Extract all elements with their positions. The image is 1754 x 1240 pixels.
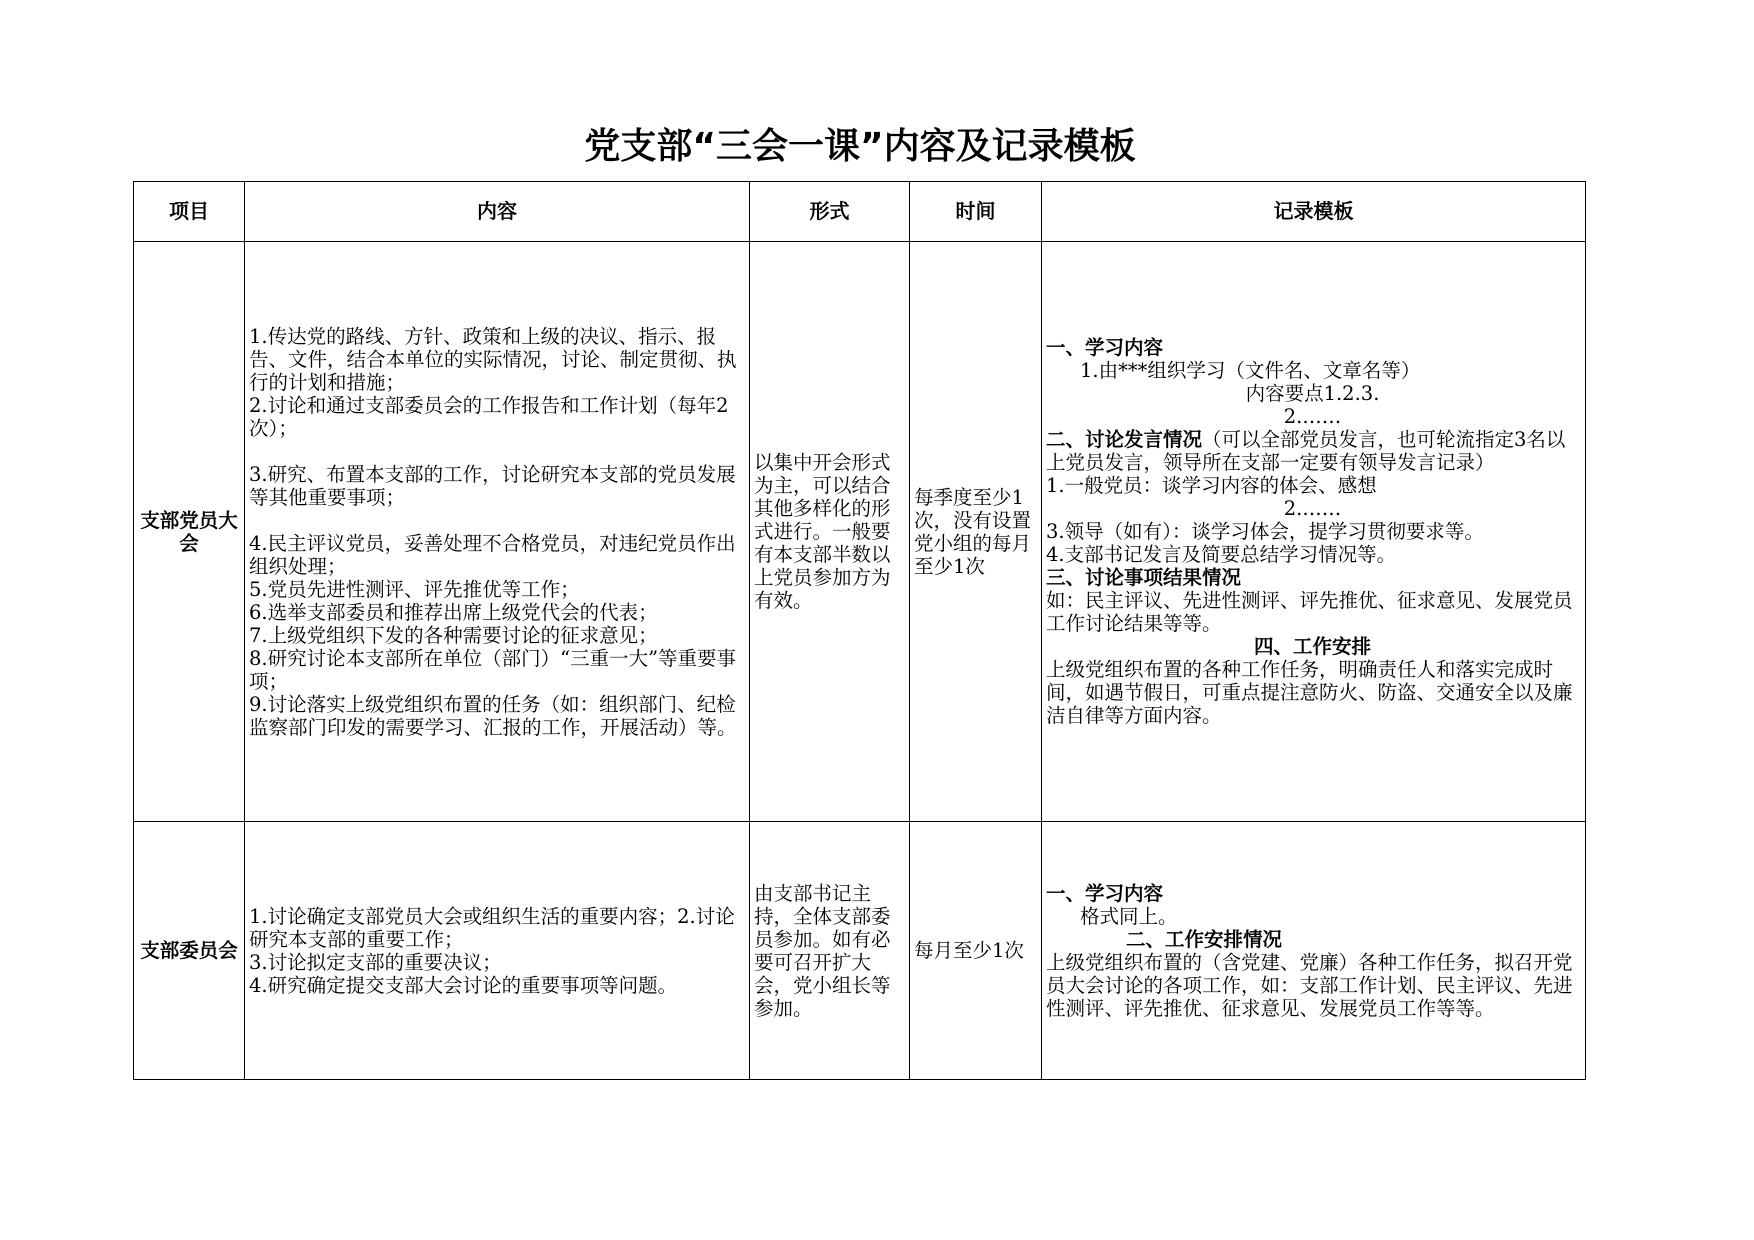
table-row — [134, 822, 1586, 1080]
table-row — [134, 242, 1586, 822]
header-record-template: 记录模板 — [1042, 182, 1586, 242]
content-item: 9.讨论落实上级党组织布置的任务（如：组织部门、纪检监察部门印发的需要学习、汇报的工作，开展活动）等。 — [249, 692, 737, 739]
content-item: 4.研究确定提交支部大会讨论的重要事项等问题。 — [249, 973, 678, 997]
record-line: 4.支部书记发言及简要总结学习情况等。 — [1046, 543, 1397, 566]
record-line: 上级党组织布置的（含党建、党廉）各种工作任务，拟召开党员大会讨论的各项工作，如：支部工作计划、民主评议、先进性测评、评先推优、征求意见、发展党员工作等等。 — [1046, 950, 1573, 1020]
record-line: 内容要点1.2.3. — [1245, 382, 1380, 405]
record-section-title: 二、工作安排情况 — [1126, 927, 1283, 951]
table-header-row — [134, 182, 1586, 242]
row-time: 每月至少1次 — [910, 822, 1042, 1080]
row-form: 由支部书记主持，全体支部委员参加。如有必要可召开扩大会，党小组长等参加。 — [750, 822, 910, 1080]
row-project-committee-meeting: 支部委员会 — [134, 822, 245, 1080]
header-form: 形式 — [750, 182, 910, 242]
record-line: 2.…… — [1283, 497, 1342, 520]
header-content: 内容 — [245, 182, 750, 242]
row-project-party-meeting: 支部党员大会 — [134, 242, 245, 822]
record-line: 1.一般党员：谈学习内容的体会、感想 — [1046, 474, 1377, 497]
row-record-template — [1042, 242, 1586, 822]
content-item: 1.传达党的路线、方针、政策和上级的决议、指示、报告、文件，结合本单位的实际情况，讨论、制定贯彻、执行的计划和措施； — [249, 324, 737, 394]
record-section-title: 三、讨论事项结果情况 — [1046, 566, 1242, 589]
row-time: 每季度至少1次，没有设置党小组的每月至少1次 — [910, 242, 1042, 822]
content-item: 5.党员先进性测评、评先推优等工作； — [249, 577, 580, 601]
content-item: 4.民主评议党员，妥善处理不合格党员，对违纪党员作出组织处理； — [249, 531, 736, 578]
record-note: （可以全部党员发言，也可轮流指定3名以上党员发言，领导所在支部一定要有领导发言记录） — [1046, 428, 1566, 474]
content-item: 1.讨论确定支部党员大会或组织生活的重要内容；2.讨论研究本支部的重要工作； — [249, 904, 735, 951]
record-line: 格式同上。 — [1080, 904, 1178, 928]
row-content — [245, 822, 750, 1080]
content-item: 3.研究、布置本支部的工作，讨论研究本支部的党员发展等其他重要事项； — [249, 462, 736, 509]
content-item: 3.讨论拟定支部的重要决议； — [249, 950, 502, 974]
row-content — [245, 242, 750, 822]
record-section-title: 四、工作安排 — [1253, 635, 1371, 658]
record-line: 如：民主评议、先进性测评、评先推优、征求意见、发展党员工作讨论结果等等。 — [1046, 589, 1573, 635]
record-line: 1.由***组织学习（文件名、文章名等） — [1080, 359, 1421, 382]
record-section-title: 一、学习内容 — [1046, 881, 1164, 905]
page-title: 党支部“三会一课”内容及记录模板 — [584, 126, 1136, 167]
content-item: 7.上级党组织下发的各种需要讨论的征求意见； — [249, 623, 658, 647]
row-form: 以集中开会形式为主，可以结合其他多样化的形式进行。一般要有本支部半数以上党员参加方为有效。 — [750, 242, 910, 822]
record-section-title: 二、讨论发言情况 — [1046, 428, 1203, 451]
record-line: 3.领导（如有）：谈学习体会，提学习贯彻要求等。 — [1046, 520, 1484, 543]
content-item: 6.选举支部委员和推荐出席上级党代会的代表； — [249, 600, 658, 624]
header-project: 项目 — [134, 182, 245, 242]
header-time: 时间 — [910, 182, 1042, 242]
record-line: 上级党组织布置的各种工作任务，明确责任人和落实完成时间，如遇节假日，可重点提注意防火、防盗、交通安全以及廉洁自律等方面内容。 — [1046, 658, 1573, 727]
record-section-title: 一、学习内容 — [1046, 336, 1164, 359]
record-line: 2.…… — [1283, 405, 1342, 428]
meeting-table — [133, 181, 1586, 1080]
row-record-template — [1042, 822, 1586, 1080]
content-item: 2.讨论和通过支部委员会的工作报告和工作计划（每年2次）； — [249, 393, 729, 440]
content-item: 8.研究讨论本支部所在单位（部门）“三重一大”等重要事项； — [249, 646, 737, 693]
